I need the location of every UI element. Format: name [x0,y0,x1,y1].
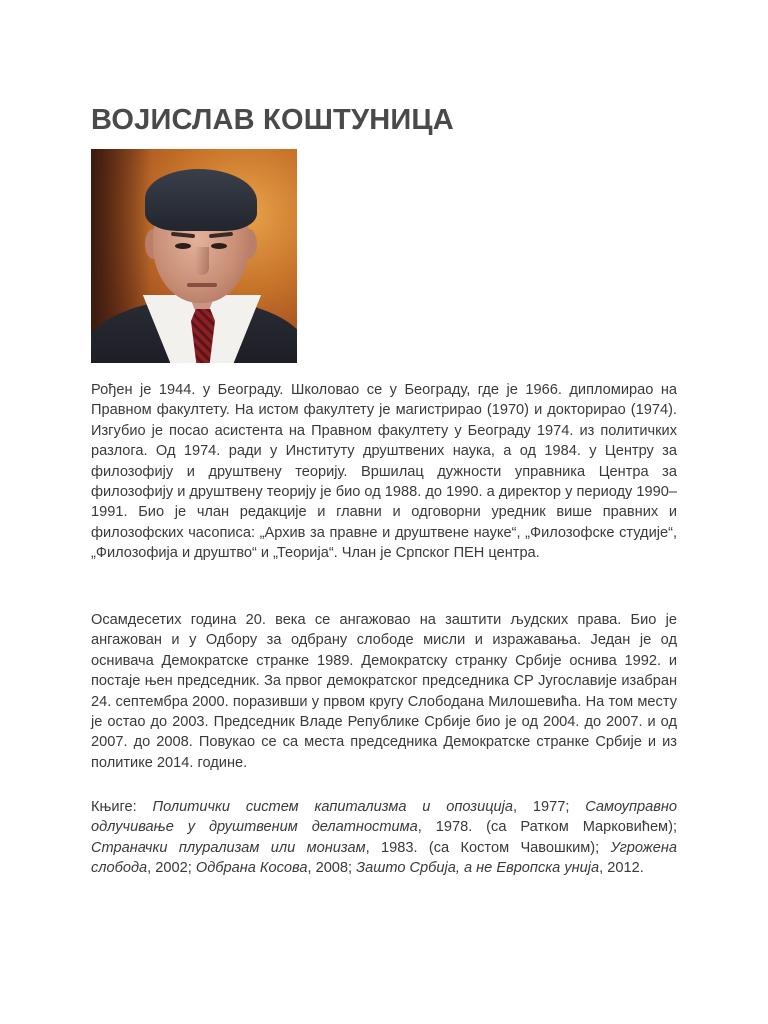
book-title: Самоуправно одлучивање у друштвеним делатностима [91,799,677,836]
portrait-photo [91,149,297,363]
page-title: ВОЈИСЛАВ КОШТУНИЦА [91,104,454,136]
biography-paragraph-2: Осамдесетих година 20. века се ангажовао на заштити људских права. Био је ангажован и у Одбору за одбрану слободе мисли и изражавања. Један је од оснивача Демократске странке 1989. Демократску странку Србије оснива 1992. и постаје њен председник. За првог демократског председника СР Југославије изабран 24. септембра 2000. поразивши у првом кругу Слободана Милошевића. На том месту је остао до 2003. Председник Владе Републике Србије био је од 2004. до 2007. и од 2007. до 2008. Повукао се са места председника Демократске странке Србије и из политике 2014. године. [91,612,677,771]
books-paragraph [91,797,677,879]
book-details: , 2002; [147,860,192,877]
book-title: Политички систем капитализма и опозиција [152,799,514,815]
books-label: Књиге: [91,799,137,815]
book-details: , 2008; [307,860,353,877]
book-title: Зашто Србија, а не Европска унија [356,860,600,877]
biography-paragraph-1: Рођен је 1944. у Београду. Школовао се у Београду, где је 1966. дипломирао на Правном факултету. На истом факултету је магистрирао (1970) и докторирао (1974). Изгубио је посао асистента на Правном факултету у Београду 1974. из политичких разлога. Од 1974. ради у Институту друштвених наука, а од 1984. у Центру за филозофију и друштвену теорију. Вршилац дужности управника Центра за филозофију и друштвену теорију је био од 1988. до 1990. а директор у периоду 1990–1991. Био је члан редакције и главни и одговорни уредник више правних и филозофских часописа: „Архив за правне и друштвене науке“, „Филозофске студије“, „Филозофија и друштво“ и „Теорија“. Члан је Српског ПЕН центра. [91,382,677,562]
book-details: , 1978. (са Ратком Марковићем); [417,819,678,836]
book-details: , 1977; [513,799,570,815]
book-details: , 1983. (са Костом Чавошким); [365,839,600,856]
book-title: Угрожена слобода [91,839,677,877]
book-details: , 2012. [599,860,644,877]
book-title: Одбрана Косова [195,860,308,877]
book-title: Страначки плурализам или монизам [91,839,366,856]
